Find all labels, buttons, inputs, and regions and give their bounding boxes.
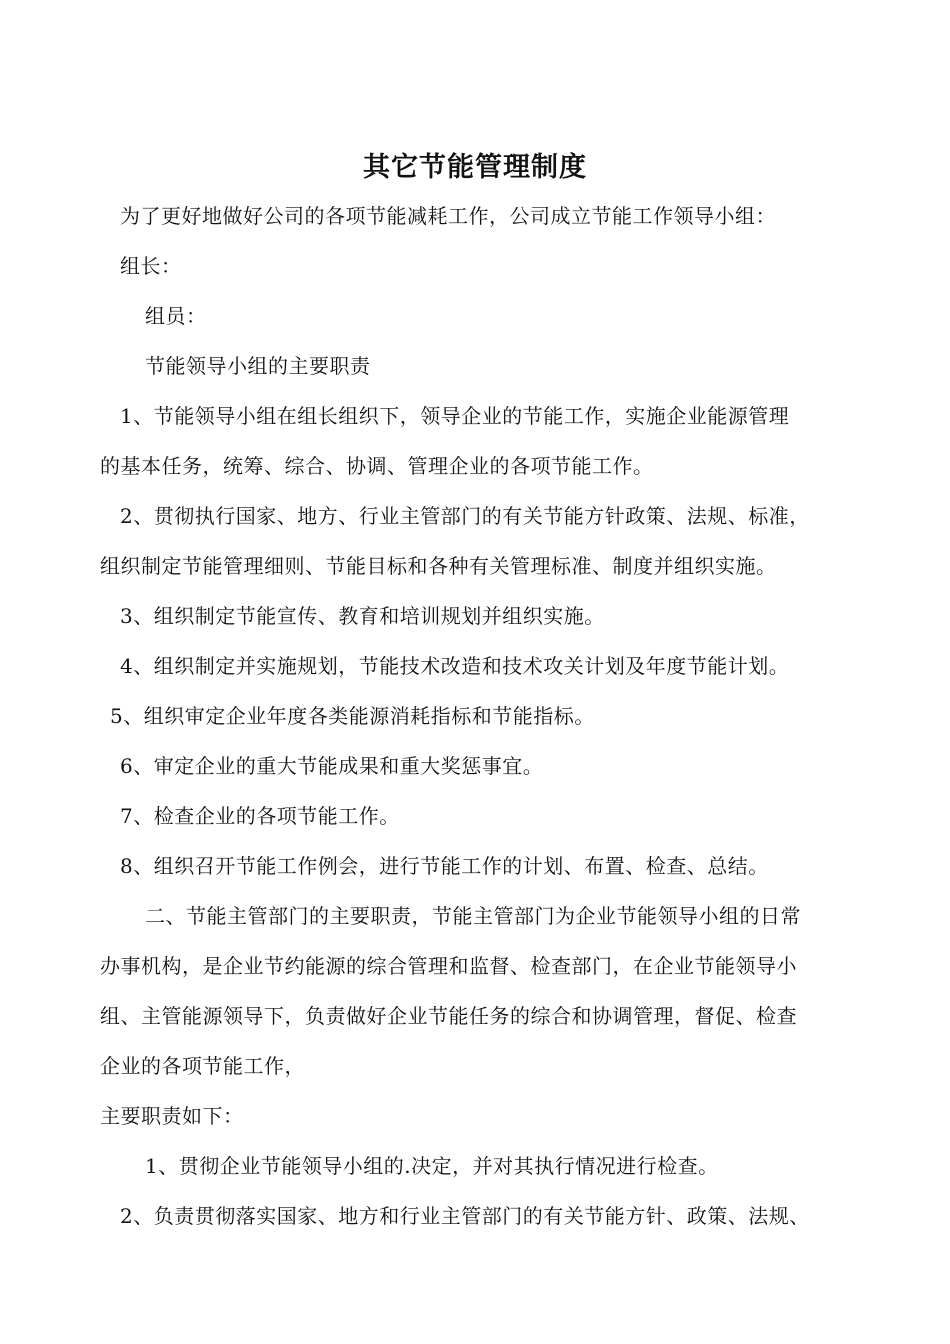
paragraph-line: 组、主管能源领导下，负责做好企业节能任务的综合和协调管理，督促、检查 (100, 1004, 797, 1028)
section-heading: 节能领导小组的主要职责 (145, 354, 371, 378)
paragraph-line: 4、组织制定并实施规划，节能技术改造和技术攻关计划及年度节能计划。 (120, 654, 790, 678)
document-title: 其它节能管理制度 (363, 152, 587, 183)
paragraph-line: 2、负责贯彻落实国家、地方和行业主管部门的有关节能方针、政策、法规、 (120, 1204, 810, 1228)
paragraph-line: 8、组织召开节能工作例会，进行节能工作的计划、布置、检查、总结。 (120, 854, 769, 878)
paragraph-line: 办事机构，是企业节约能源的综合管理和监督、检查部门，在企业节能领导小 (100, 954, 797, 978)
paragraph-line: 组织制定节能管理细则、节能目标和各种有关管理标准、制度并组织实施。 (100, 554, 777, 578)
paragraph-line: 2、贯彻执行国家、地方、行业主管部门的有关节能方针政策、法规、标准， (120, 504, 810, 528)
paragraph-line: 主要职责如下： (100, 1104, 244, 1128)
paragraph-line: 二、节能主管部门的主要职责，节能主管部门为企业节能领导小组的日常 (145, 904, 801, 928)
paragraph-line: 1、节能领导小组在组长组织下，领导企业的节能工作，实施企业能源管理 (120, 404, 790, 428)
paragraph-line: 企业的各项节能工作， (100, 1054, 305, 1078)
paragraph-line: 6、审定企业的重大节能成果和重大奖惩事宜。 (120, 754, 544, 778)
paragraph-line: 7、检查企业的各项节能工作。 (120, 804, 400, 828)
paragraph-line: 1、贯彻企业节能领导小组的.决定，并对其执行情况进行检查。 (145, 1154, 719, 1178)
paragraph-line: 5、组织审定企业年度各类能源消耗指标和节能指标。 (110, 704, 595, 728)
paragraph-line: 的基本任务，统筹、综合、协调、管理企业的各项节能工作。 (100, 454, 654, 478)
intro-line: 为了更好地做好公司的各项节能减耗工作，公司成立节能工作领导小组： (120, 204, 776, 228)
members-label: 组员： (145, 304, 207, 328)
leader-label: 组长： (120, 254, 182, 278)
paragraph-line: 3、组织制定节能宣传、教育和培训规划并组织实施。 (120, 604, 605, 628)
